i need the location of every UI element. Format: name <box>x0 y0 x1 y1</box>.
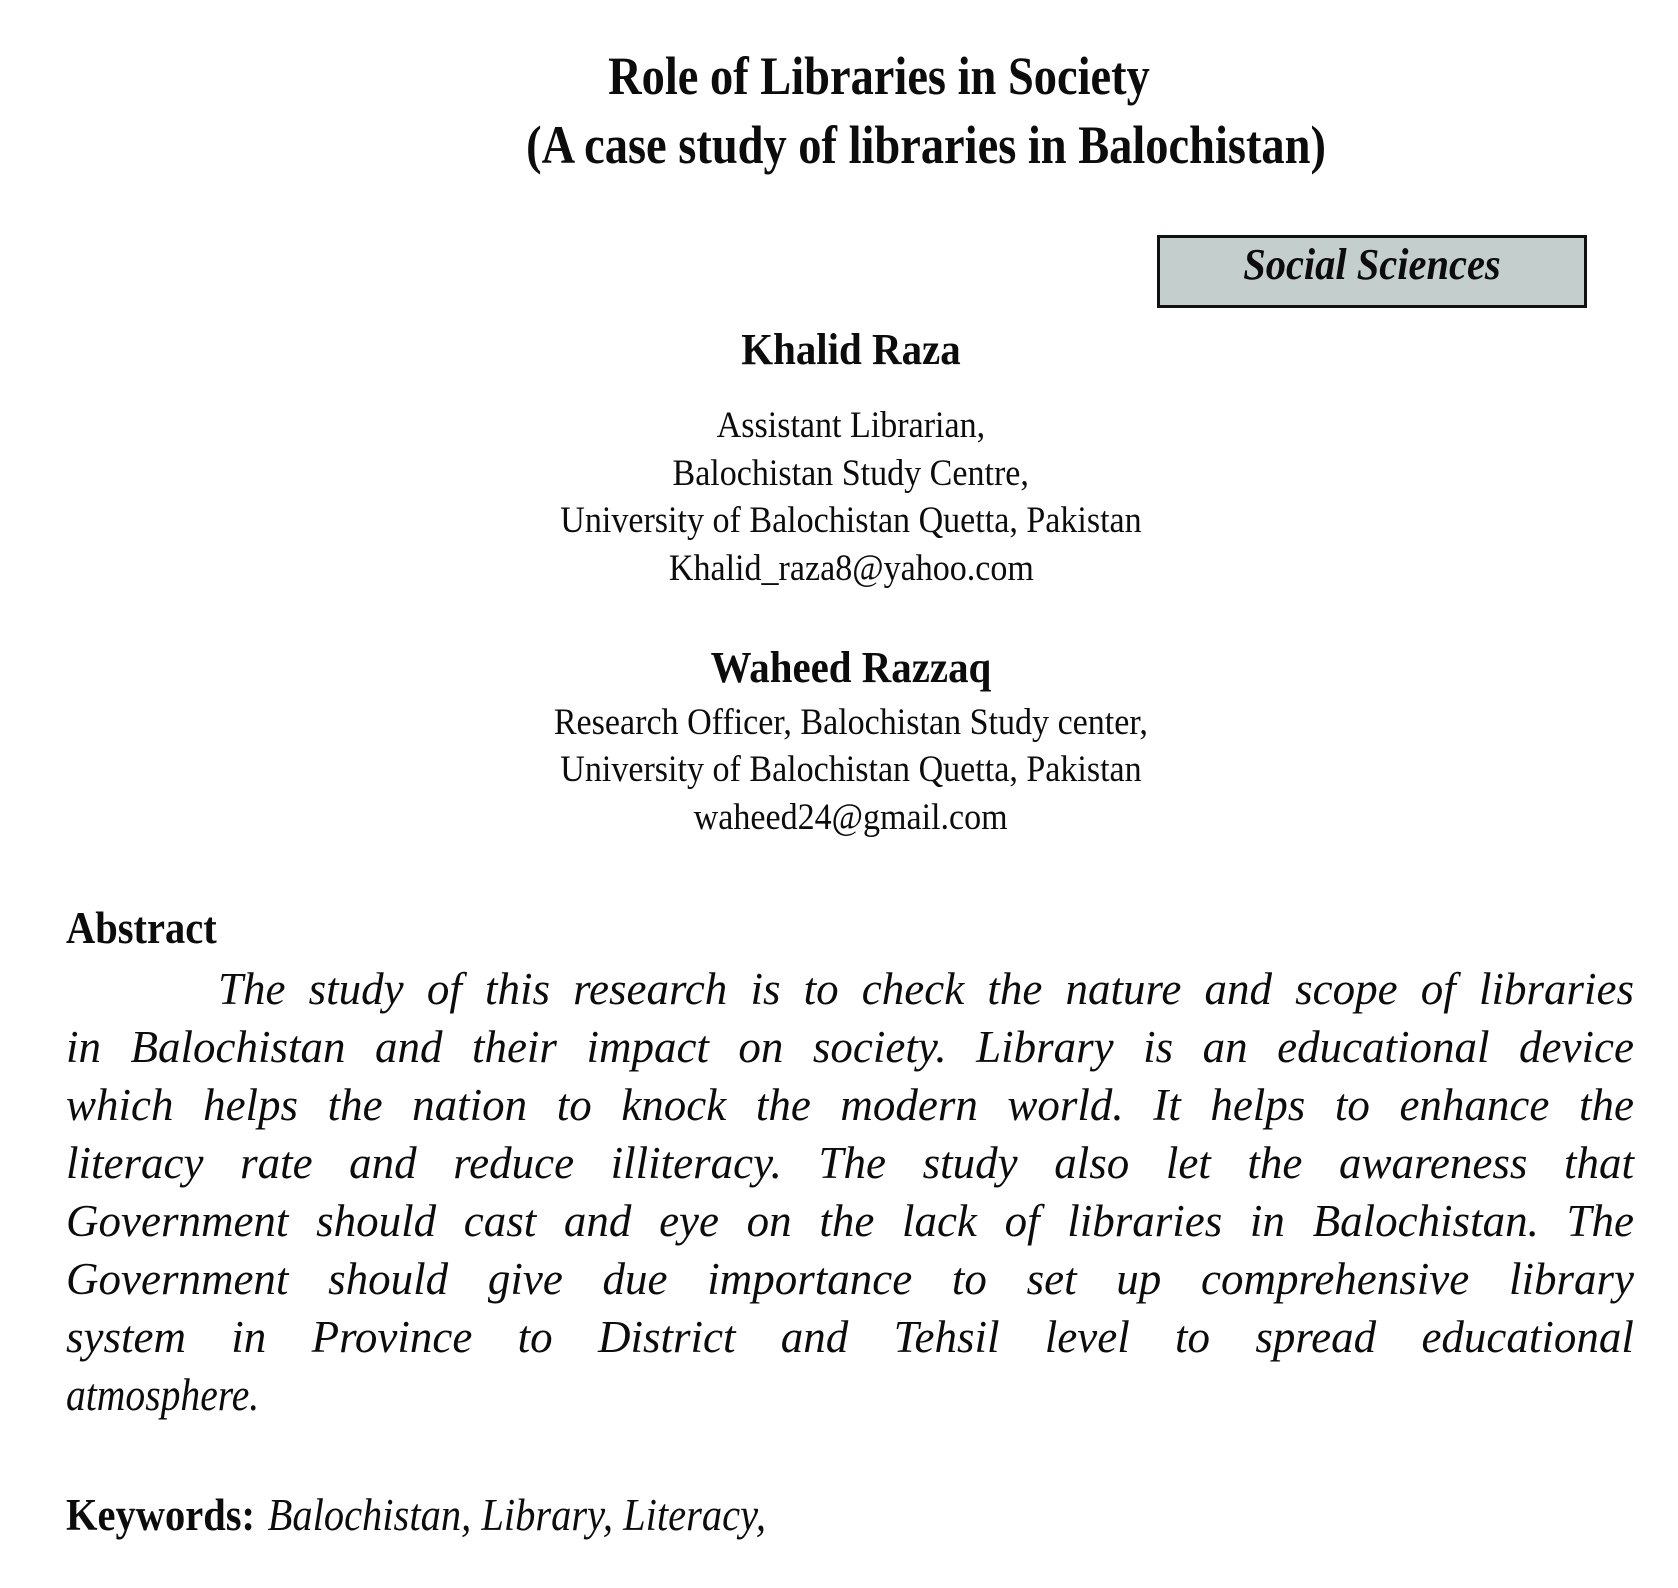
abstract-word: and <box>563 1196 632 1246</box>
abstract-word: should <box>328 1254 449 1304</box>
paper-subtitle-line <box>87 115 1678 175</box>
abstract-word: due <box>602 1254 668 1304</box>
abstract-word: Library <box>976 1022 1114 1072</box>
abstract-word: helps <box>1210 1080 1306 1130</box>
author-name: Waheed Razzaq <box>710 643 992 692</box>
abstract-word: an <box>1202 1022 1248 1072</box>
abstract-word: comprehensive <box>1201 1254 1470 1304</box>
abstract-word: in <box>231 1312 267 1362</box>
abstract-word: the <box>987 964 1043 1014</box>
abstract-word: illiteracy. <box>610 1138 782 1188</box>
abstract-word: eye <box>659 1196 719 1246</box>
author-affiliation-line <box>12 497 1678 545</box>
category-badge <box>1157 235 1587 308</box>
author-1-block <box>12 325 1678 375</box>
abstract-word: atmosphere. <box>66 1370 260 1420</box>
abstract-word: that <box>1563 1138 1634 1188</box>
category-label: Social Sciences <box>1243 240 1501 289</box>
abstract-word: in <box>1249 1196 1285 1246</box>
abstract-word: on <box>746 1196 792 1246</box>
abstract-word: to <box>1334 1080 1370 1130</box>
author-affiliation-line <box>12 746 1678 794</box>
author-affiliation-line <box>12 699 1678 747</box>
abstract-word: of <box>426 964 462 1014</box>
abstract-word: the <box>755 1080 811 1130</box>
abstract-line <box>66 1250 1634 1308</box>
abstract-word: literacy <box>66 1138 204 1188</box>
abstract-word: The <box>818 1138 886 1188</box>
abstract-word: device <box>1519 1022 1634 1072</box>
abstract-word: study <box>308 964 404 1014</box>
keywords-label: Keywords: <box>66 1490 255 1540</box>
abstract-line-words <box>66 1076 1634 1134</box>
abstract-word: the <box>327 1080 383 1130</box>
abstract-word: rate <box>240 1138 313 1188</box>
abstract-line-words <box>66 1134 1634 1192</box>
abstract-word: importance <box>707 1254 913 1304</box>
author-2-block <box>12 643 1678 693</box>
abstract-word: their <box>471 1022 557 1072</box>
abstract-word: knock <box>621 1080 727 1130</box>
abstract-word: study <box>922 1138 1018 1188</box>
author-email-line <box>12 545 1678 593</box>
abstract-heading: Abstract <box>66 903 217 953</box>
abstract-word: the <box>1247 1138 1303 1188</box>
abstract-word: District <box>597 1312 736 1362</box>
abstract-line <box>66 1134 1634 1192</box>
abstract-word: lack <box>901 1196 977 1246</box>
abstract-word: the <box>819 1196 875 1246</box>
abstract-word: set <box>1026 1254 1077 1304</box>
abstract-word: modern <box>840 1080 978 1130</box>
abstract-word: Balochistan. <box>1312 1196 1539 1246</box>
abstract-word: to <box>803 964 839 1014</box>
abstract-word: level <box>1044 1312 1130 1362</box>
abstract-line-words <box>66 1366 1446 1424</box>
abstract-word: check <box>861 964 965 1014</box>
author-position: Assistant Librarian, <box>716 405 986 446</box>
abstract-word: this <box>484 964 551 1014</box>
paper-title-line-1 <box>40 46 1678 106</box>
abstract-line <box>66 1366 1634 1424</box>
abstract-word: and <box>374 1022 443 1072</box>
abstract-word: library <box>1508 1254 1634 1304</box>
abstract-word: to <box>556 1080 592 1130</box>
abstract-line <box>66 960 1634 1018</box>
abstract-word: on <box>738 1022 784 1072</box>
abstract-word: and <box>1204 964 1272 1014</box>
abstract-word: is <box>1143 1022 1174 1072</box>
abstract-word: is <box>750 964 781 1014</box>
abstract-word: enhance <box>1399 1080 1550 1130</box>
author-affiliation-line <box>12 450 1678 498</box>
author-institution: University of Balochistan Quetta, Pakistan <box>560 749 1142 790</box>
abstract-word: give <box>487 1254 563 1304</box>
abstract-word: to <box>951 1254 987 1304</box>
abstract-word: in <box>66 1022 102 1072</box>
author-position: Research Officer, Balochistan Study center, <box>553 702 1149 743</box>
author-department: Balochistan Study Centre, <box>672 453 1030 494</box>
abstract-word: educational <box>1277 1022 1490 1072</box>
author-name: Khalid Raza <box>741 325 961 374</box>
abstract-word: of <box>1004 1196 1040 1246</box>
abstract-word: nation <box>412 1080 528 1130</box>
abstract-word: research <box>573 964 728 1014</box>
abstract-word: The <box>218 964 286 1014</box>
paper-subtitle: (A case study of libraries in Balochistan) <box>526 115 1326 175</box>
abstract-word: cast <box>463 1196 537 1246</box>
abstract-line <box>66 1192 1634 1250</box>
abstract-word: society. <box>812 1022 947 1072</box>
abstract-word: impact <box>586 1022 709 1072</box>
abstract-word: Government <box>66 1254 289 1304</box>
keywords-line <box>66 1487 766 1543</box>
abstract-word: libraries <box>1067 1196 1223 1246</box>
abstract-line-words <box>66 1018 1634 1076</box>
author-email[interactable]: waheed24@gmail.com <box>694 797 1008 838</box>
abstract-word: up <box>1116 1254 1162 1304</box>
author-email-line <box>12 794 1678 842</box>
abstract-line <box>66 1308 1634 1366</box>
abstract-word: It <box>1153 1080 1181 1130</box>
abstract-word: to <box>517 1312 553 1362</box>
abstract-word: and <box>349 1138 417 1188</box>
abstract-word: which <box>66 1080 174 1130</box>
abstract-line-words <box>66 1192 1634 1250</box>
abstract-word: Province <box>311 1312 473 1362</box>
abstract-word: scope <box>1295 964 1398 1014</box>
abstract-line <box>66 1018 1634 1076</box>
abstract-word: educational <box>1421 1312 1634 1362</box>
author-institution: University of Balochistan Quetta, Pakistan <box>560 500 1142 541</box>
abstract-word: libraries <box>1478 964 1634 1014</box>
abstract-word: awareness <box>1339 1138 1528 1188</box>
abstract-word: the <box>1578 1080 1634 1130</box>
abstract-line-words <box>66 1250 1634 1308</box>
abstract-line <box>66 1076 1634 1134</box>
abstract-word: helps <box>203 1080 299 1130</box>
abstract-word: The <box>1566 1196 1634 1246</box>
abstract-line-words <box>66 1308 1634 1366</box>
abstract-word: to <box>1175 1312 1211 1362</box>
author-affiliation-line <box>12 402 1678 450</box>
abstract-word: spread <box>1255 1312 1377 1362</box>
abstract-word: system <box>66 1312 186 1362</box>
abstract-word: reduce <box>453 1138 575 1188</box>
abstract-word: Government <box>66 1196 289 1246</box>
author-email[interactable]: Khalid_raza8@yahoo.com <box>668 548 1034 589</box>
abstract-word: let <box>1165 1138 1211 1188</box>
abstract-line-words <box>66 960 1634 1018</box>
abstract-word: Tehsil <box>893 1312 1000 1362</box>
keywords-values: Balochistan, Library, Literacy, <box>267 1490 766 1540</box>
abstract-word: of <box>1420 964 1456 1014</box>
abstract-word: and <box>780 1312 849 1362</box>
abstract-word: should <box>316 1196 437 1246</box>
abstract-word: world. <box>1007 1080 1124 1130</box>
abstract-word: also <box>1054 1138 1130 1188</box>
paper-title: Role of Libraries in Society <box>608 46 1150 106</box>
abstract-word: nature <box>1065 964 1182 1014</box>
abstract-word: Balochistan <box>130 1022 346 1072</box>
